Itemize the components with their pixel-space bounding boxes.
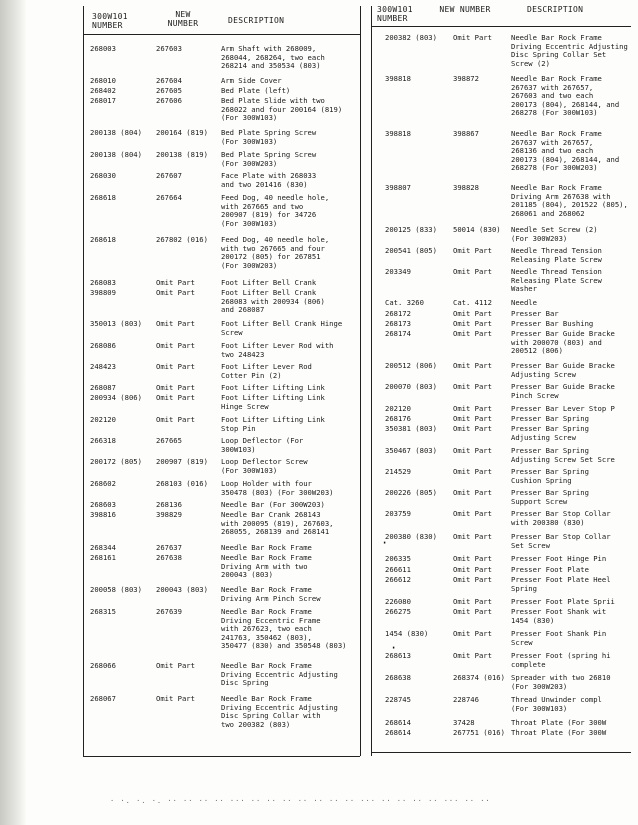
new-part-number: Omit Part [453,575,492,584]
part-description: Bed Plate (left) [221,86,291,95]
new-part-number: 267605 [156,86,182,95]
old-part-number: 200512 (806) [385,361,437,370]
old-part-number: 1454 (830) [385,629,429,638]
old-part-number: 202120 [385,404,411,413]
margin-check-mark: · [390,641,398,655]
new-part-number: Omit Part [453,414,492,423]
part-description: Face Plate with 268033 and two 201416 (830) [221,171,317,189]
old-part-number: 200138 (804) [90,150,142,159]
new-part-number: 200907 (819) [156,457,208,466]
new-part-number: Omit Part [453,597,492,606]
new-part-number: 398829 [156,510,182,519]
new-part-number: 267751 (016) [453,728,505,737]
old-part-number: 398809 [90,288,116,297]
new-part-number: 200043 (803) [156,585,208,594]
old-part-number: 268174 [385,329,411,338]
part-description: Presser Foot Plate Sprii [511,597,615,606]
part-description: Presser Foot (spring hi complete [511,651,611,669]
part-description: Throat Plate (For 300W [511,728,607,737]
new-part-number: Omit Part [453,629,492,638]
old-part-number: 268086 [90,341,116,350]
left-header-new: NEW NUMBER [167,10,199,28]
part-description: Needle Bar Rock Frame Driving Eccentric Adjusting Disc Spring Collar with two 200382 (803) [221,694,338,729]
old-part-number: 200382 (803) [385,33,437,42]
old-part-number: 200934 (806) [90,393,142,402]
old-part-number: 268618 [90,235,116,244]
old-part-number: 268402 [90,86,116,95]
old-part-number: 248423 [90,362,116,371]
old-part-number: 268161 [90,553,116,562]
old-part-number: 200380 (830) [385,532,437,541]
part-description: Presser Bar Lever Stop P [511,404,615,413]
part-description: Presser Bar Spring [511,414,589,423]
old-part-number: 200125 (833) [385,225,437,234]
part-description: Presser Bar Spring Adjusting Screw [511,424,589,442]
old-part-number: 214529 [385,467,411,476]
new-part-number: 267603 [156,44,182,53]
left-table-border-left [83,6,84,756]
old-part-number: 268176 [385,414,411,423]
right-table-bottom-rule [371,752,631,753]
old-part-number: 398816 [90,510,116,519]
new-part-number: Omit Part [453,361,492,370]
part-description: Foot Lifter Lifting Link Stop Pin [221,415,325,433]
old-part-number: 268344 [90,543,116,552]
part-description: Presser Bar Spring Adjusting Screw Set Scre [511,446,615,464]
new-part-number: Omit Part [453,382,492,391]
part-description: Arm Shaft with 268009, 268044, 268264, two each 268214 and 350534 (803) [221,44,325,71]
new-part-number: 50014 (830) [453,225,501,234]
old-part-number: 268613 [385,651,411,660]
part-description: Needle Bar Rock Frame Driving Arm 267638 with 201185 (804), 201522 (805), 268061 and 268062 [511,183,628,218]
part-description: Needle Bar Rock Frame Driving Eccentric Frame with 267623, two each 241763, 350462 (803), 350477 (830) and 350548 (803) [221,607,347,651]
part-description: Presser Bar [511,309,559,318]
old-part-number: 268638 [385,673,411,682]
old-part-number: 200172 (805) [90,457,142,466]
part-description: Needle Thread Tension Releasing Plate Screw Washer [511,267,602,294]
old-part-number: 200058 (803) [90,585,142,594]
old-part-number: 268614 [385,718,411,727]
part-description: Bed Plate Slide with two 268022 and four 200164 (819) (For 300W103) [221,96,343,123]
new-part-number: 267664 [156,193,182,202]
part-description: Loop Deflector Screw (For 300W103) [221,457,308,475]
left-table-bottom-rule [83,756,360,757]
left-header-desc: DESCRIPTION [228,16,285,25]
new-part-number: 268374 (016) [453,673,505,682]
old-part-number: 266612 [385,575,411,584]
part-description: Foot Lifter Lever Rod Cotter Pin (2) [221,362,312,380]
new-part-number: 267802 (016) [156,235,208,244]
new-part-number: 200138 (819) [156,150,208,159]
new-part-number: Omit Part [156,694,195,703]
left-table-border-right [360,6,361,756]
old-part-number: 203759 [385,509,411,518]
part-description: Presser Bar Guide Bracke Pinch Screw [511,382,615,400]
part-description: Needle Bar Rock Frame Driving Eccentric Adjusting Disc Spring [221,661,338,688]
part-description: Loop Holder with four 350478 (803) (For 300W203) [221,479,334,497]
part-description: Throat Plate (For 300W [511,718,607,727]
part-description: Presser Foot Shank Pin Screw [511,629,607,647]
new-part-number: Omit Part [156,661,195,670]
new-part-number: Omit Part [453,651,492,660]
old-part-number: 398818 [385,74,411,83]
old-part-number: 266611 [385,565,411,574]
part-description: Needle Bar Crank 268143 with 200095 (819), 267603, 268055, 268139 and 268141 [221,510,334,537]
old-part-number: 350013 (803) [90,319,142,328]
old-part-number: 226080 [385,597,411,606]
new-part-number: 398828 [453,183,479,192]
part-description: Presser Bar Spring Cushion Spring [511,467,589,485]
old-part-number: 268603 [90,500,116,509]
part-description: Feed Dog, 40 needle hole, with two 267665 and four 200172 (805) for 267851 (For 300W203) [221,235,330,270]
old-part-number: 268087 [90,383,116,392]
new-part-number: 267606 [156,96,182,105]
right-header-rule [371,26,631,27]
new-part-number: 268103 (016) [156,479,208,488]
old-part-number: 268614 [385,728,411,737]
part-description: Needle Bar Rock Frame 267637 with 267657, 267603 and two each 200173 (804), 268144, and 268278 (For 300W103) [511,74,620,118]
old-part-number: 268173 [385,319,411,328]
part-description: Feed Dog, 40 needle hole, with 267665 and two 200907 (819) for 34726 (For 300W103) [221,193,330,228]
new-part-number: Omit Part [453,488,492,497]
new-part-number: Omit Part [453,33,492,42]
new-part-number: Omit Part [156,362,195,371]
old-part-number: 350467 (803) [385,446,437,455]
part-description: Thread Unwinder compl (For 300W103) [511,695,602,713]
new-part-number: Omit Part [156,393,195,402]
old-part-number: 203349 [385,267,411,276]
new-part-number: Omit Part [453,509,492,518]
old-part-number: 268017 [90,96,116,105]
scan-noise-footer: · ·. ·. ·. ·· ·· ·· ·· ··· ·· ·· ·· ·· ·· ·· ·· ··· ·· ·· ·· ·· ··· ·· ·· [110,797,491,805]
new-part-number: 398867 [453,129,479,138]
part-description: Needle Bar (For 300W203) [221,500,325,509]
old-part-number: 350381 (803) [385,424,437,433]
part-description: Foot Lifter Bell Crank 268083 with 200934 (806) and 268087 [221,288,325,315]
new-part-number: Omit Part [156,278,195,287]
part-description: Needle Bar Rock Frame Driving Arm with two 200043 (803) [221,553,312,580]
new-part-number: 267604 [156,76,182,85]
part-description: Bed Plate Spring Screw (For 300W103) [221,128,317,146]
old-part-number: 200226 (805) [385,488,437,497]
old-part-number: 268030 [90,171,116,180]
new-part-number: 228746 [453,695,479,704]
new-part-number: 267665 [156,436,182,445]
new-part-number: Omit Part [453,267,492,276]
old-part-number: 268618 [90,193,116,202]
old-part-number: 266318 [90,436,116,445]
part-description: Spreader with two 26810 (For 300W203) [511,673,611,691]
margin-check-mark: · [381,536,389,550]
part-description: Needle Bar Rock Frame Driving Arm Pinch Screw [221,585,321,603]
old-part-number: 268315 [90,607,116,616]
new-part-number: Omit Part [453,246,492,255]
old-part-number: 398818 [385,129,411,138]
new-part-number: Omit Part [156,341,195,350]
part-description: Presser Bar Bushing [511,319,594,328]
part-description: Presser Foot Plate [511,565,589,574]
old-part-number: 266275 [385,607,411,616]
part-description: Presser Bar Stop Collar with 200380 (830) [511,509,611,527]
new-part-number: Omit Part [156,288,195,297]
old-part-number: 202120 [90,415,116,424]
part-description: Presser Bar Guide Bracke with 200070 (803) and 200512 (806) [511,329,615,356]
new-part-number: Cat. 4112 [453,298,492,307]
new-part-number: 267637 [156,543,182,552]
new-part-number: 267607 [156,171,182,180]
old-part-number: 268003 [90,44,116,53]
new-part-number: 267639 [156,607,182,616]
left-header-rule [83,34,360,35]
right-table-border-left [371,6,372,756]
left-header-num: 300W101 NUMBER [92,12,128,30]
new-part-number: Omit Part [453,309,492,318]
old-part-number: 268066 [90,661,116,670]
new-part-number: Omit Part [453,467,492,476]
part-description: Presser Bar Stop Collar Set Screw [511,532,611,550]
new-part-number: Omit Part [453,532,492,541]
old-part-number: 268172 [385,309,411,318]
new-part-number: 268136 [156,500,182,509]
part-description: Needle Set Screw (2) (For 300W203) [511,225,598,243]
part-description: Foot Lifter Lever Rod with two 248423 [221,341,334,359]
new-part-number: 398872 [453,74,479,83]
new-part-number: Omit Part [156,383,195,392]
old-part-number: 200138 (804) [90,128,142,137]
old-part-number: 200070 (803) [385,382,437,391]
old-part-number: 206335 [385,554,411,563]
old-part-number: 200541 (805) [385,246,437,255]
old-part-number: 398807 [385,183,411,192]
new-part-number: Omit Part [453,319,492,328]
old-part-number: 268067 [90,694,116,703]
right-header-new: NEW NUMBER [439,6,491,14]
new-part-number: 267638 [156,553,182,562]
part-description: Foot Lifter Bell Crank Hinge Screw [221,319,343,337]
part-description: Arm Side Cover [221,76,282,85]
part-description: Presser Foot Shank wit 1454 (830) [511,607,607,625]
part-description: Foot Lifter Lifting Link [221,383,325,392]
part-description: Loop Deflector (For 300W103) [221,436,304,454]
right-header-desc: DESCRIPTION [527,5,584,14]
page-binding-shadow [0,0,26,825]
right-header-num: 300W101 NUMBER [377,6,413,23]
part-description: Bed Plate Spring Screw (For 300W203) [221,150,317,168]
part-description: Needle Bar Rock Frame Driving Eccentric Adjusting Disc Spring Collar Set Screw (2) [511,33,628,68]
old-part-number: 268010 [90,76,116,85]
old-part-number: 268083 [90,278,116,287]
new-part-number: Omit Part [453,329,492,338]
old-part-number: 228745 [385,695,411,704]
part-description: Needle Bar Rock Frame 267637 with 267657, 268136 and two each 200173 (804), 268144, and 268278 (For 300W203) [511,129,620,173]
part-description: Presser Bar Spring Support Screw [511,488,589,506]
new-part-number: Omit Part [453,404,492,413]
part-description: Presser Foot Plate Heel Spring [511,575,611,593]
new-part-number: 37428 [453,718,475,727]
part-description: Needle [511,298,537,307]
new-part-number: Omit Part [453,554,492,563]
part-description: Presser Bar Guide Bracke Adjusting Screw [511,361,615,379]
part-description: Foot Lifter Lifting Link Hinge Screw [221,393,325,411]
old-part-number: Cat. 3260 [385,298,424,307]
new-part-number: Omit Part [156,415,195,424]
new-part-number: Omit Part [453,565,492,574]
new-part-number: Omit Part [453,446,492,455]
new-part-number: Omit Part [453,607,492,616]
new-part-number: 200164 (819) [156,128,208,137]
new-part-number: Omit Part [453,424,492,433]
part-description: Needle Thread Tension Releasing Plate Screw [511,246,602,264]
old-part-number: 268602 [90,479,116,488]
part-description: Needle Bar Rock Frame [221,543,312,552]
part-description: Presser Foot Hinge Pin [511,554,607,563]
new-part-number: Omit Part [156,319,195,328]
part-description: Foot Lifter Bell Crank [221,278,317,287]
